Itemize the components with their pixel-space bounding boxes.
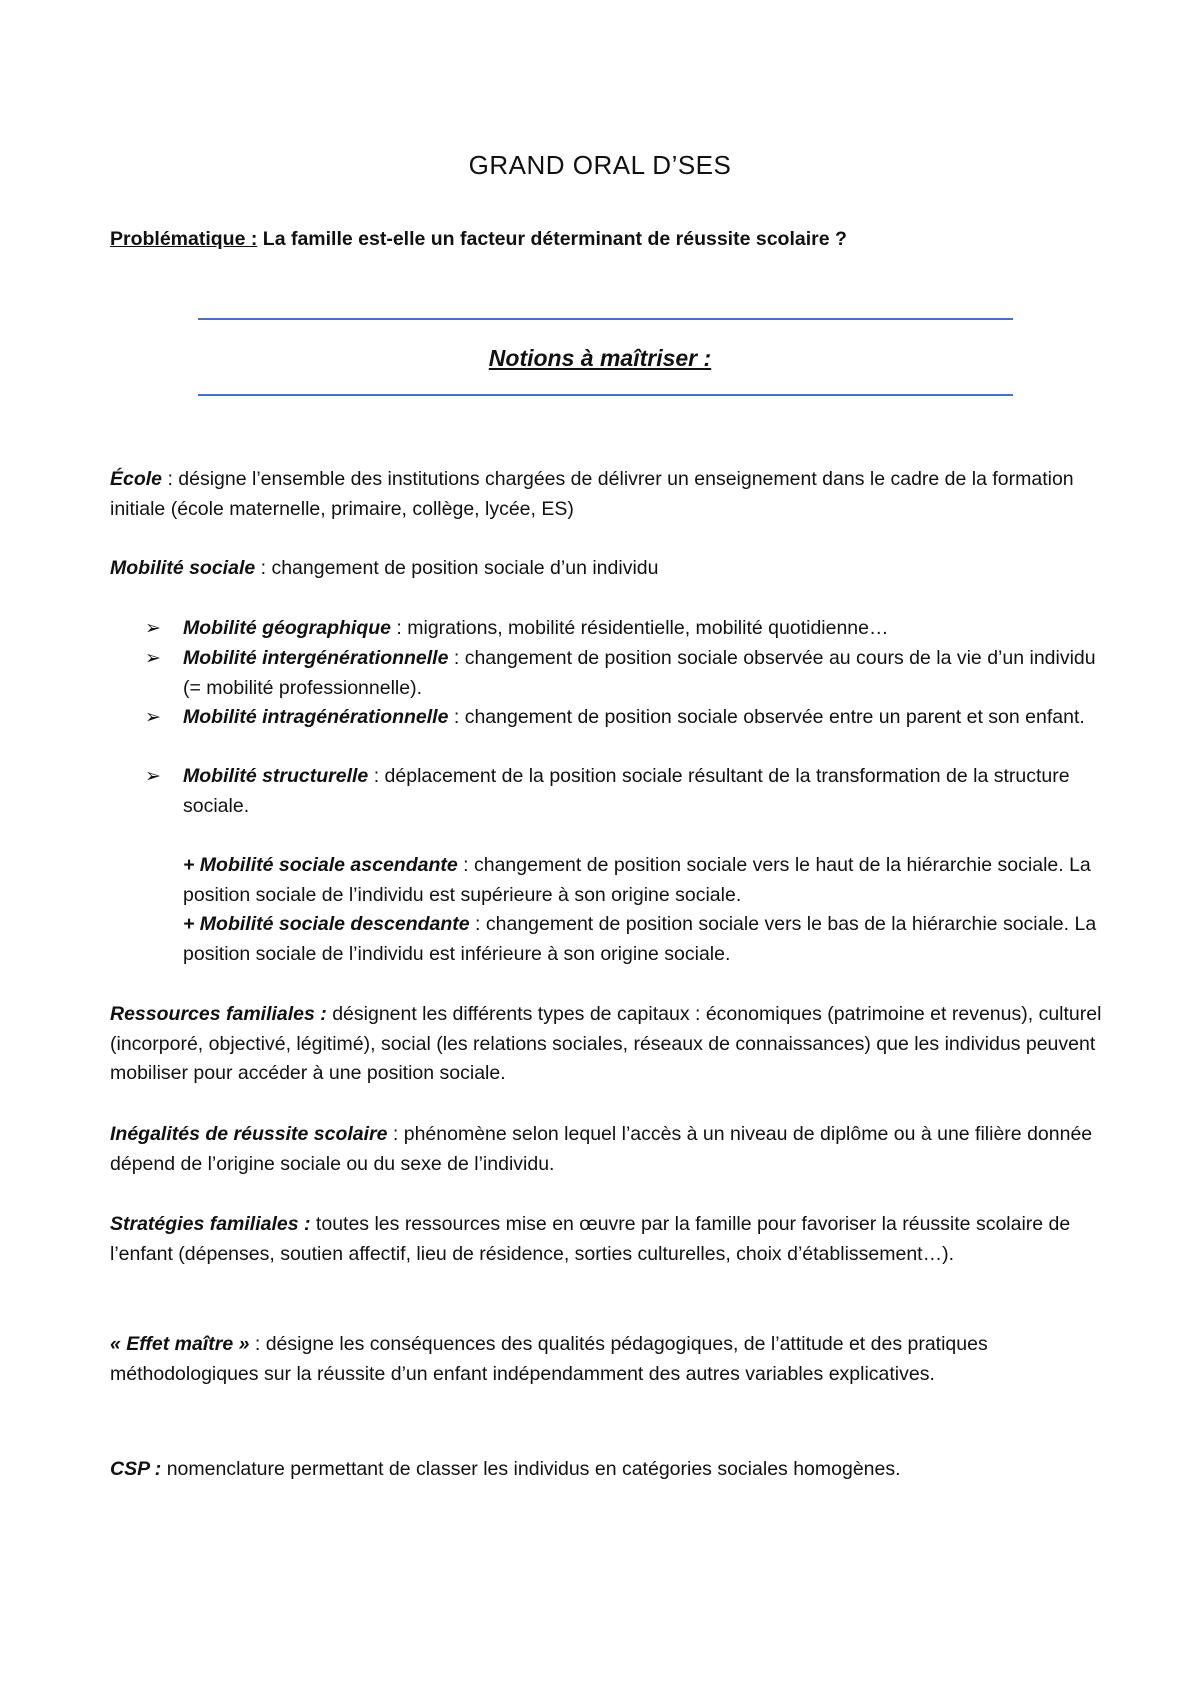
mobility-descendante [183,910,1108,969]
definition-text: toutes les ressources mise en œuvre par la famille pour favoriser la réussite scolaire de l’enfant (dépenses, soutien affectif, lieu de résidence, sorties culturelles, choix d’établissement…). [110,1213,1071,1265]
term: Ressources familiales : [110,1003,327,1025]
definition-csp [110,1455,1110,1485]
definition-text: : déplacement de la position sociale résultant de la transformation de la structure sociale. [183,765,1070,817]
arrow-bullet-icon: ➢ [145,766,161,787]
term: Inégalités de réussite scolaire [110,1123,388,1145]
definition-text: nomenclature permettant de classer les individus en catégories sociales homogènes. [161,1458,901,1480]
definition-mobilite-sociale [110,554,1110,584]
definition-text: : changement de position sociale vers le bas de la hiérarchie sociale. La position sociale de l’individu est inférieure à son origine sociale. [183,913,1097,965]
list-item [183,762,1108,821]
definition-text: : désigne les conséquences des qualités pédagogiques, de l’attitude et des pratiques méthodologiques sur la réussite d’un enfant indépendamment des autres variables explicatives. [110,1333,988,1385]
document-title: GRAND ORAL D’SES [468,150,732,180]
term: « Effet maître » [110,1333,250,1355]
definition-text: désignent les différents types de capitaux : économiques (patrimoine et revenus), culturel (incorporé, objectivé, légitimé), social (les relations sociales, réseaux de connaissances) que les individus peuvent mobiliser pour accéder à une position sociale. [110,1003,1102,1084]
definition-ecole [110,465,1110,524]
arrow-bullet-icon: ➢ [145,648,161,669]
term: CSP : [110,1458,162,1480]
divider-top [198,318,1013,320]
list-item [183,644,1108,703]
definition-text: : phénomène selon lequel l’accès à un niveau de diplôme ou à une filière donnée dépend de l’origine sociale ou du sexe de l’individu. [110,1123,1093,1175]
problematique [110,228,1110,251]
definition-text: : désigne l’ensemble des institutions chargées de délivrer un enseignement dans le cadre de la formation initiale (école maternelle, primaire, collège, lycée, ES) [110,468,1074,520]
term: Stratégies familiales : [110,1213,311,1235]
term: + Mobilité sociale ascendante [183,854,458,876]
definition-text: : changement de position sociale observée au cours de la vie d’un individu (= mobilité professionnelle). [183,647,1096,699]
mobility-ascendante [183,851,1108,910]
divider-bottom [198,394,1013,396]
arrow-bullet-icon: ➢ [145,618,161,639]
problematique-label: Problématique : [110,228,258,250]
term: École [110,468,163,490]
term: Mobilité géographique [183,617,391,639]
definition-inegalites [110,1120,1110,1179]
definition-text: : changement de position sociale observée entre un parent et son enfant. [448,706,1085,728]
list-item [183,614,1108,644]
notions-heading: Notions à maîtriser : [488,345,712,371]
problematique-text: La famille est-elle un facteur déterminant de réussite scolaire ? [257,228,847,250]
definition-strategies-familiales [110,1210,1110,1269]
definition-ressources-familiales [110,1000,1110,1089]
definition-text: : changement de position sociale vers le haut de la hiérarchie sociale. La position sociale de l’individu est supérieure à son origine sociale. [183,854,1091,906]
term: Mobilité structurelle [183,765,369,787]
definition-text: : changement de position sociale d’un individu [255,557,659,579]
definition-text: : migrations, mobilité résidentielle, mobilité quotidienne… [391,617,889,639]
term: Mobilité sociale [110,557,256,579]
list-item [183,703,1108,733]
term: Mobilité intragénérationnelle [183,706,449,728]
term: Mobilité intergénérationnelle [183,647,449,669]
arrow-bullet-icon: ➢ [145,707,161,728]
definition-effet-maitre [110,1330,1110,1389]
term: + Mobilité sociale descendante [183,913,470,935]
